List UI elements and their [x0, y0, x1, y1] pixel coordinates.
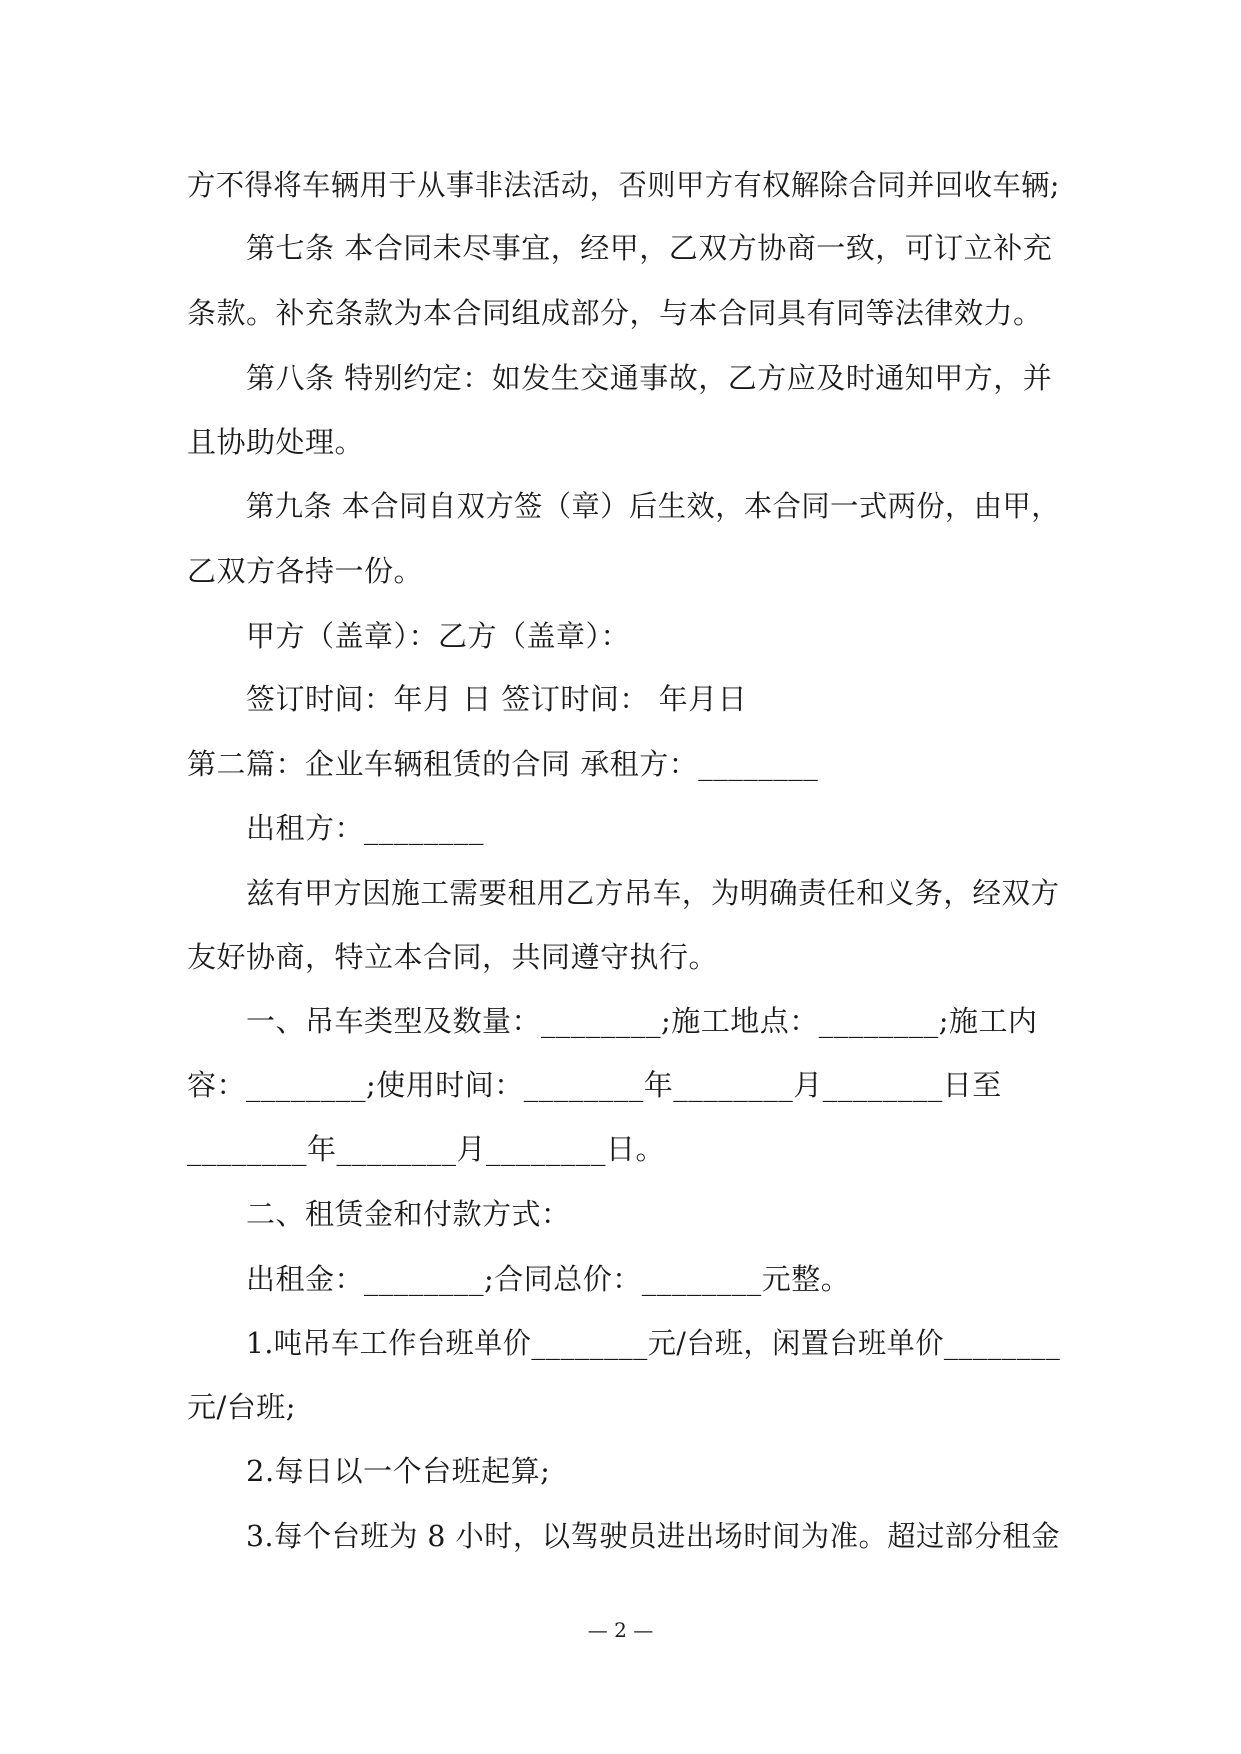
text-line: 方不得将车辆用于从事非法活动，否则甲方有权解除合同并回收车辆; [187, 168, 1060, 202]
text-line: 第七条 本合同未尽事宜，经甲，乙双方协商一致，可订立补充 [246, 231, 1053, 265]
text-line: 第八条 特别约定：如发生交通事故，乙方应及时通知甲方，并 [246, 361, 1053, 395]
text-line: 一、吊车类型及数量：________;施工地点：________;施工内 [246, 1004, 1038, 1038]
text-line: 甲方（盖章）：乙方（盖章）： [246, 619, 631, 653]
text-line: 2.每日以一个台班起算; [246, 1454, 551, 1488]
text-line: 且协助处理。 [187, 425, 365, 459]
text-line: 元/台班; [187, 1390, 297, 1424]
text-line: 出租金：________;合同总价：________元整。 [246, 1262, 851, 1296]
text-line: 3.每个台班为 8 小时，以驾驶员进出场时间为准。超过部分租金 [246, 1519, 1061, 1553]
text-line: 乙双方各持一份。 [187, 554, 424, 588]
text-line: 出租方：________ [246, 811, 485, 845]
text-line: 条款。补充条款为本合同组成部分，与本合同具有同等法律效力。 [187, 296, 1043, 330]
page-number: — 2 — [587, 1618, 654, 1642]
text-line: 友好协商，特立本合同，共同遵守执行。 [187, 940, 719, 974]
text-line: ________年________月________日。 [187, 1132, 666, 1166]
text-line: 第九条 本合同自双方签（章）后生效，本合同一式两份，由甲， [246, 489, 1061, 523]
text-line: 1.吨吊车工作台班单价________元/台班，闲置台班单价________ [246, 1326, 1061, 1360]
text-line: 二、租赁金和付款方式： [246, 1197, 571, 1231]
section-heading: 第二篇：企业车辆租赁的合同 承租方：________ [187, 747, 819, 781]
text-line: 容：________;使用时间：________年________月________日至 [187, 1068, 1002, 1102]
text-line: 兹有甲方因施工需要租用乙方吊车，为明确责任和义务，经双方 [246, 876, 1060, 910]
text-line: 签订时间：年月 日 签订时间： 年月日 [246, 682, 748, 716]
